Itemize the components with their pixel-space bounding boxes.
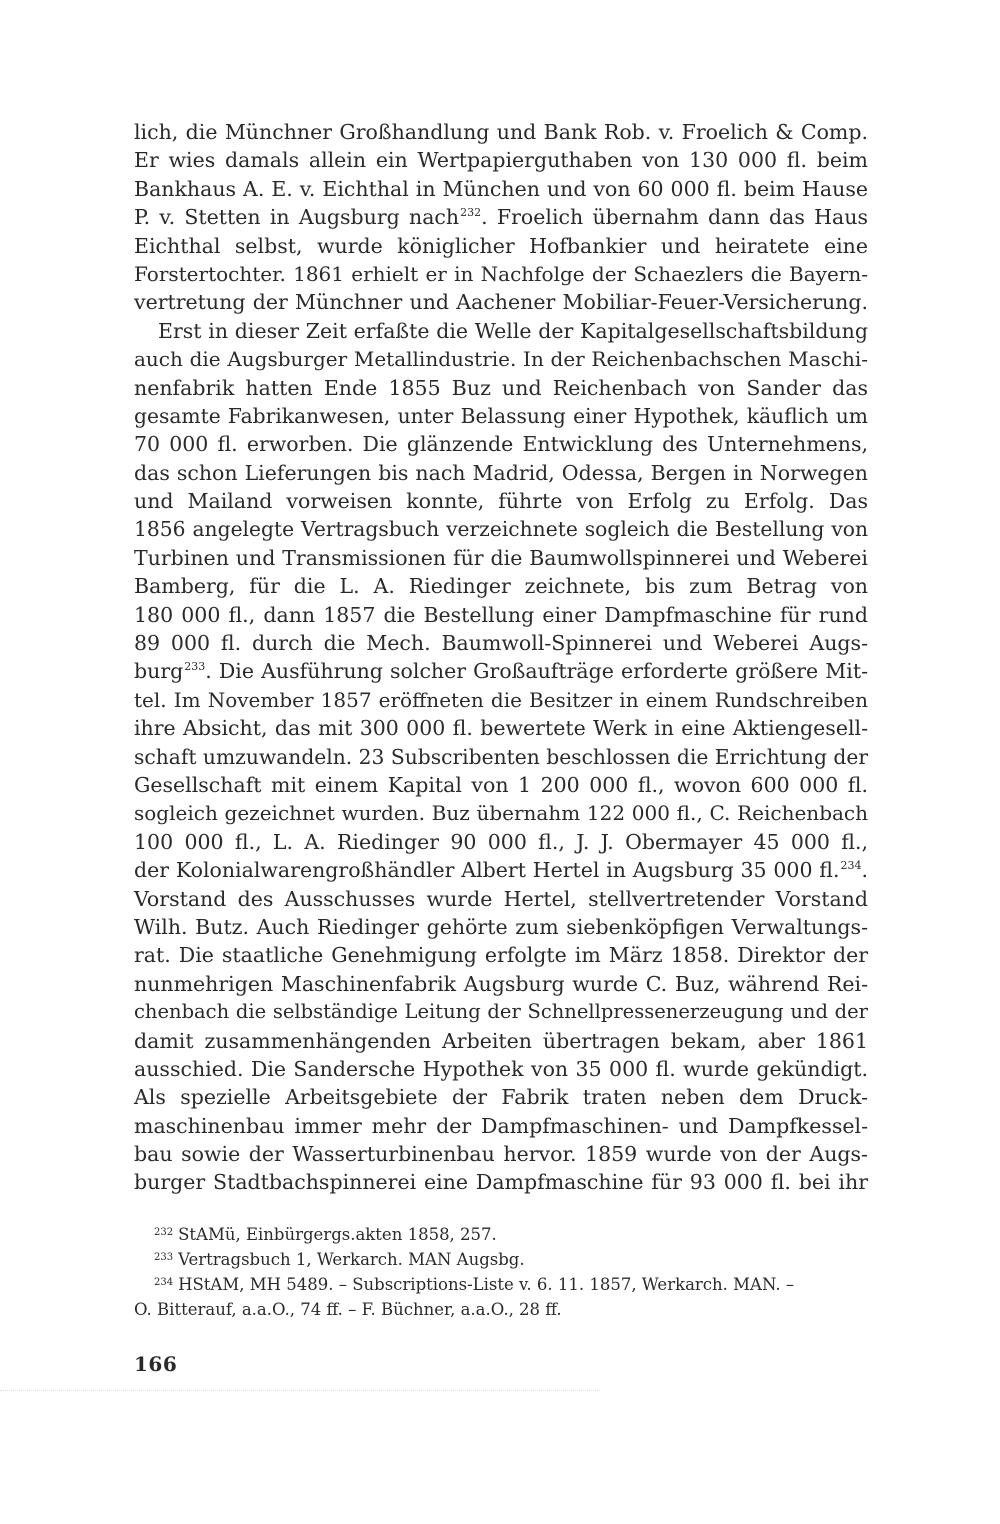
text-line: 89 000 fl. durch die Mech. Baumwoll-Spinnerei und Weberei Augs- xyxy=(134,631,868,656)
text-line: Erst in dieser Zeit erfaßte die Welle der Kapitalgesellschaftsbildung xyxy=(158,318,868,343)
text-line: ausschied. Die Sandersche Hypothek von 35 000 fl. wurde gekündigt. xyxy=(134,1056,868,1081)
text-line: damit zusammenhängenden Arbeiten übertragen bekam, aber 1861 xyxy=(134,1028,868,1053)
text-line: nenfabrik hatten Ende 1855 Buz und Reichenbach von Sander das xyxy=(134,375,868,400)
text-line: Wilh. Butz. Auch Riedinger gehörte zum siebenköpfigen Verwaltungs- xyxy=(134,914,868,939)
footnote-number: 234 xyxy=(154,1277,174,1288)
footnote-text: Vertragsbuch 1, Werkarch. MAN Augsbg. xyxy=(178,1250,525,1269)
text-line: das schon Lieferungen bis nach Madrid, Odessa, Bergen in Norwegen xyxy=(134,460,868,485)
footnote-ref: 232 xyxy=(460,206,482,220)
text-line: 1856 angelegte Vertragsbuch verzeichnete sogleich die Bestellung von xyxy=(134,517,868,542)
text-line xyxy=(134,856,868,884)
text-segment: . Die Ausführung solcher Großaufträge erforderte größere Mit- xyxy=(205,659,868,684)
text-line: 70 000 fl. erworben. Die glänzende Entwicklung des Unternehmens, xyxy=(134,432,868,457)
footnote-continuation xyxy=(134,1297,868,1322)
text-line: rat. Die staatliche Genehmigung erfolgte im März 1858. Direktor der xyxy=(134,943,868,968)
text-line xyxy=(134,657,868,685)
footnote-ref: 233 xyxy=(184,660,206,674)
text-line: maschinenbau immer mehr der Dampfmaschinen- und Dampfkessel- xyxy=(134,1113,868,1138)
text-line: Vorstand des Ausschusses wurde Hertel, stellvertretender Vorstand xyxy=(134,886,868,911)
text-line: 180 000 fl., dann 1857 die Bestellung einer Dampfmaschine für rund xyxy=(134,602,868,627)
page-number: 166 xyxy=(134,1352,178,1376)
footnote-text: O. Bitterauf, a.a.O., 74 ff. – F. Büchner, a.a.O., 28 ff. xyxy=(134,1300,562,1319)
footnote-text: StAMü, Einbürgergs.akten 1858, 257. xyxy=(178,1225,497,1244)
text-line: ihre Absicht, das mit 300 000 fl. bewertete Werk in eine Aktiengesell- xyxy=(134,716,868,741)
text-line: Bankhaus A. E. v. Eichthal in München und von 60 000 fl. beim Hause xyxy=(134,176,868,201)
text-line: auch die Augsburger Metallindustrie. In der Reichenbachschen Maschi- xyxy=(134,347,868,372)
text-line: bau sowie der Wasserturbinenbau hervor. 1859 wurde von der Augs- xyxy=(134,1142,868,1167)
text-line: Als spezielle Arbeitsgebiete der Fabrik traten neben dem Druck- xyxy=(134,1085,868,1110)
text-line: schaft umzuwandeln. 23 Subscribenten beschlossen die Errichtung der xyxy=(134,744,868,769)
footnote-number: 233 xyxy=(154,1252,174,1263)
text-segment: . xyxy=(861,858,868,883)
footnotes xyxy=(134,1222,868,1322)
text-line: nunmehrigen Maschinenfabrik Augsburg wurde C. Buz, während Rei- xyxy=(134,971,868,996)
text-segment: burg xyxy=(134,659,184,684)
footnote xyxy=(134,1247,868,1272)
text-line xyxy=(134,203,868,231)
text-line: Bamberg, für die L. A. Riedinger zeichnete, bis zum Betrag von xyxy=(134,574,868,599)
text-segment: der Kolonialwarengroßhändler Albert Hertel in Augsburg 35 000 fl. xyxy=(134,858,840,883)
text-line: Forstertochter. 1861 erhielt er in Nachfolge der Schaezlers die Bayern- xyxy=(134,261,868,286)
text-line: tel. Im November 1857 eröffneten die Besitzer in einem Rundschreiben xyxy=(134,687,868,712)
text-segment: P. v. Stetten in Augsburg nach xyxy=(134,205,460,230)
scan-edge-divider xyxy=(0,1390,600,1391)
text-segment: . Froelich übernahm dann das Haus xyxy=(481,205,868,230)
text-line: burger Stadtbachspinnerei eine Dampfmaschine für 93 000 fl. bei ihr xyxy=(134,1170,868,1195)
footnote-text: HStAM, MH 5489. – Subscriptions-Liste v. 6. 11. 1857, Werkarch. MAN. – xyxy=(178,1275,795,1294)
footnote-ref: 234 xyxy=(840,859,862,873)
text-line: lich, die Münchner Großhandlung und Bank Rob. v. Froelich & Comp. xyxy=(134,120,868,144)
text-line: sogleich gezeichnet wurden. Buz übernahm 122 000 fl., C. Reichenbach xyxy=(134,801,868,826)
footnote-number: 232 xyxy=(154,1227,174,1238)
text-line: Gesellschaft mit einem Kapital von 1 200 000 fl., wovon 600 000 fl. xyxy=(134,772,868,797)
text-line: chenbach die selbständige Leitung der Schnellpressenerzeugung und der xyxy=(134,1000,868,1024)
text-line: und Mailand vorweisen konnte, führte von Erfolg zu Erfolg. Das xyxy=(134,489,868,514)
text-line: Turbinen und Transmissionen für die Baumwollspinnerei und Weberei xyxy=(134,545,868,570)
footnote xyxy=(134,1222,868,1247)
text-line: gesamte Fabrikanwesen, unter Belassung einer Hypothek, käuflich um xyxy=(134,403,868,428)
text-line: 100 000 fl., L. A. Riedinger 90 000 fl., J. J. Obermayer 45 000 fl., xyxy=(134,829,868,854)
body-text xyxy=(134,118,868,1197)
text-line: Eichthal selbst, wurde königlicher Hofbankier und heiratete eine xyxy=(134,233,868,258)
text-line: vertretung der Münchner und Aachener Mobiliar-Feuer-Versicherung. xyxy=(134,290,868,315)
footnote xyxy=(134,1272,868,1297)
text-line: Er wies damals allein ein Wertpapierguthaben von 130 000 fl. beim xyxy=(134,148,868,173)
